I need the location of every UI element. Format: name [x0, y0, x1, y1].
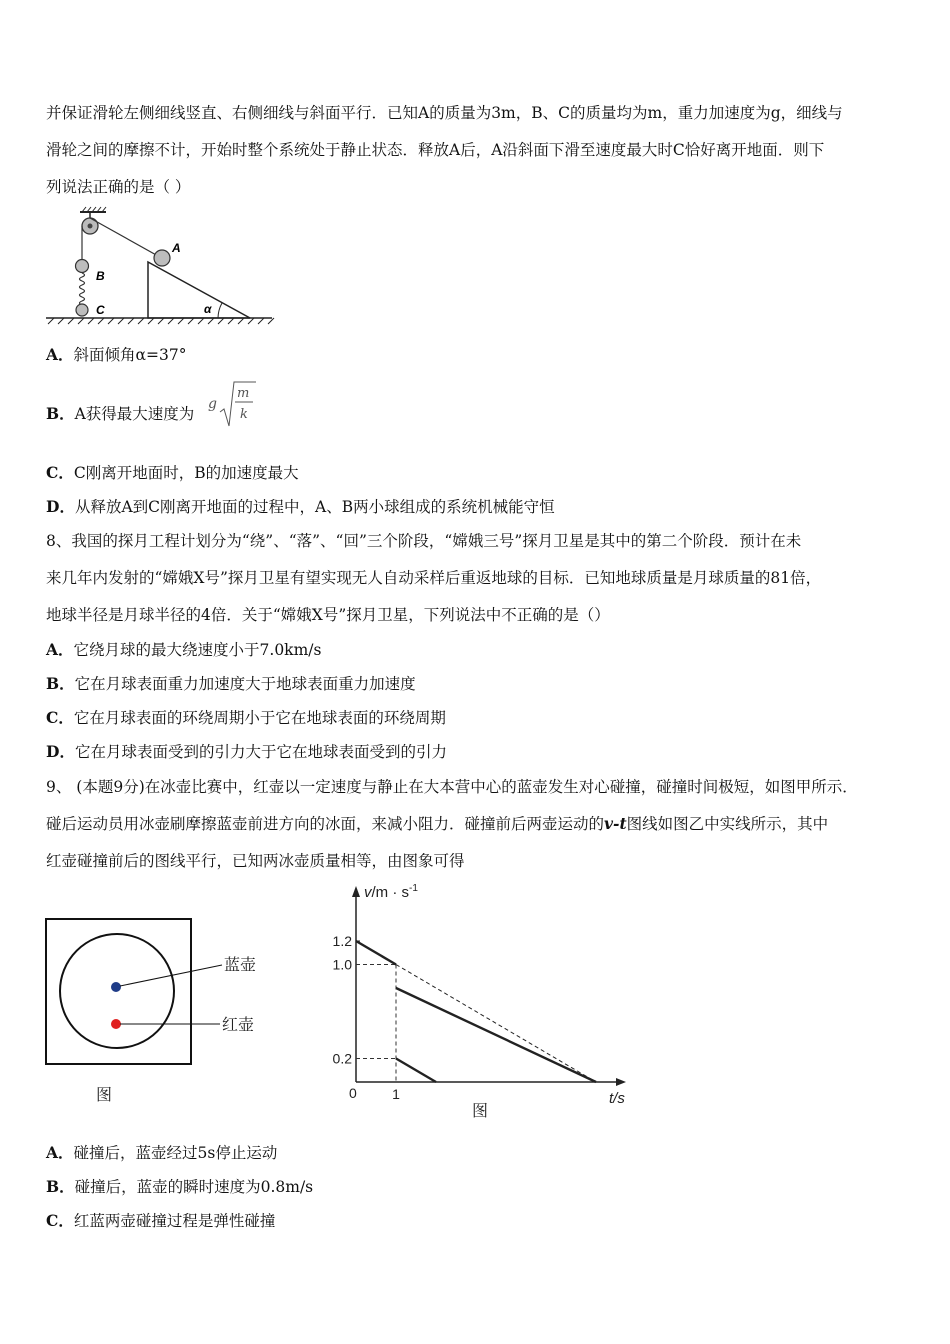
stem-text: 碰后运动员用冰壶刷摩擦蓝壶前进方向的冰面，来减小阻力．碰撞前后两壶运动的	[46, 815, 605, 833]
option-text: 碰撞后，蓝壶经过5s停止运动	[73, 1144, 278, 1162]
option-key: C．	[46, 708, 74, 727]
option-text: 它在月球表面重力加速度大于地球表面重力加速度	[74, 675, 416, 693]
q7-option-b	[46, 404, 194, 424]
label-c: C	[96, 303, 105, 317]
y-axis-label: $v/m \cdot s^{-1}$	[364, 883, 418, 901]
q9-vt-chart	[320, 878, 640, 1123]
chart-caption: 图	[472, 1103, 489, 1120]
vt-symbol: v-t	[604, 814, 627, 833]
y-tick-label: 1.0	[332, 956, 352, 973]
q7-stem-line-1: 并保证滑轮左侧细线竖直、右侧细线与斜面平行．已知A的质量为3m，B、C的质量均为m，重力加速度为g，细线与	[46, 104, 843, 122]
figure-caption: 图	[96, 1087, 113, 1104]
series-line-2	[396, 988, 596, 1082]
ball-a	[154, 250, 170, 266]
series-line-3	[396, 1059, 436, 1083]
option-text: 红蓝两壶碰撞过程是弹性碰撞	[73, 1212, 276, 1230]
q7-option-c	[46, 463, 299, 483]
ball-b	[76, 260, 89, 273]
q9-option-c	[46, 1211, 275, 1231]
origin-label: 0	[349, 1085, 357, 1101]
option-text: 从释放A到C刚离开地面的过程中，A、B两小球组成的系统机械能守恒	[74, 498, 555, 516]
option-key: A．	[46, 640, 74, 659]
option-text: 它绕月球的最大绕速度小于7.0km/s	[73, 641, 322, 659]
option-text: 它在月球表面的环绕周期小于它在地球表面的环绕周期	[73, 709, 446, 727]
label-b: B	[96, 269, 105, 283]
option-key: A．	[46, 345, 74, 364]
q8-stem-line-3: 地球半径是月球半径的4倍．关于“嫦娥X号”探月卫星，下列说法中不正确的是（）	[46, 606, 610, 624]
option-key: B．	[46, 674, 75, 693]
formula-denominator: k	[240, 407, 248, 422]
series-line-0	[356, 941, 396, 965]
red-stone-label: 红壶	[222, 1017, 255, 1034]
label-a: A	[172, 241, 181, 255]
option-key: D．	[46, 742, 75, 761]
y-tick-label: 0.2	[332, 1050, 352, 1067]
option-text: 斜面倾角α=37°	[73, 346, 187, 364]
q7-option-a	[46, 345, 186, 365]
q8-option-d	[46, 742, 447, 762]
y-axis-arrow	[352, 886, 360, 897]
formula-numerator: m	[237, 386, 250, 401]
q8-option-b	[46, 674, 416, 694]
option-text: A获得最大速度为	[74, 405, 195, 423]
q7-option-d	[46, 497, 555, 517]
series-line-1	[396, 965, 596, 1083]
option-key: A．	[46, 1143, 74, 1162]
q9-option-a	[46, 1143, 277, 1163]
blue-stone	[111, 982, 121, 992]
label-alpha: α	[204, 302, 212, 316]
q9-curling-figure	[44, 916, 274, 1108]
q7-pulley-incline-figure	[44, 206, 276, 328]
option-text: C刚离开地面时，B的加速度最大	[73, 464, 299, 482]
q8-option-a	[46, 640, 321, 660]
q8-option-c	[46, 708, 446, 728]
x-axis-arrow	[616, 1078, 626, 1086]
q8-stem-line-1: 8、我国的探月工程计划分为“绕”、“落”、“回”三个阶段，“嫦娥三号”探月卫星是其中的第二个阶段．预计在未	[46, 532, 802, 550]
y-tick-label: 1.2	[332, 933, 352, 949]
blue-stone-label: 蓝壶	[224, 957, 257, 974]
q9-stem-line-3: 红壶碰撞前后的图线平行，已知两冰壶质量相等，由图象可得	[46, 852, 465, 870]
option-key: B．	[46, 1177, 75, 1196]
option-text: 它在月球表面受到的引力大于它在地球表面受到的引力	[74, 743, 447, 761]
q8-stem-line-2: 来几年内发射的“嫦娥X号”探月卫星有望实现无人自动采样后重返地球的目标．已知地球质量是月球质量的81倍，	[46, 569, 822, 587]
q7-stem-line-3: 列说法正确的是（ ）	[46, 178, 191, 196]
ball-c	[76, 304, 88, 316]
q7-stem-line-2: 滑轮之间的摩擦不计，开始时整个系统处于静止状态．释放A后，A沿斜面下滑至速度最大时C恰好离开地面．则下	[46, 141, 825, 159]
red-stone	[111, 1019, 121, 1029]
q9-option-b	[46, 1177, 313, 1197]
x-axis-label: t/s	[609, 1090, 625, 1107]
formula-g: g	[208, 396, 217, 412]
stem-text: 图线如图乙中实线所示，其中	[626, 815, 829, 833]
option-key: D．	[46, 497, 75, 516]
option-key: C．	[46, 463, 74, 482]
option-text: 碰撞后，蓝壶的瞬时速度为0.8m/s	[74, 1178, 314, 1196]
incline	[148, 262, 250, 318]
q9-stem-line-1: 9、 (本题9分)在冰壶比赛中，红壶以一定速度与静止在大本营中心的蓝壶发生对心碰撞，碰撞时间极短，如图甲所示．	[46, 778, 858, 796]
house-frame	[46, 919, 191, 1064]
q9-stem-line-2	[46, 814, 828, 834]
option-key: C．	[46, 1211, 74, 1230]
q7-option-b-formula	[206, 378, 258, 430]
option-key: B．	[46, 404, 75, 423]
x-tick-label: 1	[392, 1086, 400, 1102]
